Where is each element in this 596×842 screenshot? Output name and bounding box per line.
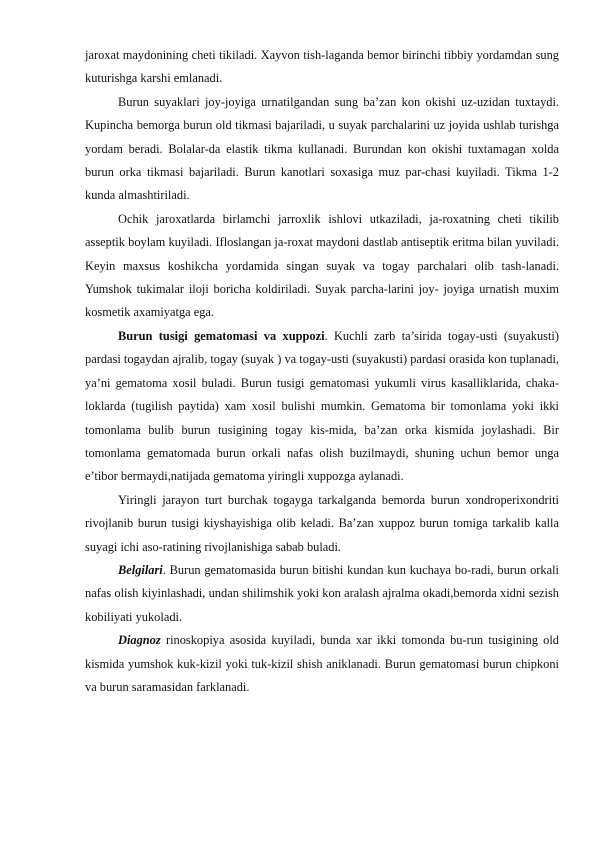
- paragraph-1: [85, 44, 559, 91]
- section-heading-gematoma: Burun tusigi gematomasi va xuppozi: [118, 328, 325, 343]
- paragraph-text: jaroxat maydonining cheti tikiladi. Xayvon tish-laganda bemor birinchi tibbiy yordamdan sung kuturishga karshi emlanadi.: [85, 48, 559, 86]
- paragraph-text: Ochik jaroxatlarda birlamchi jarroxlik ishlovi utkaziladi, ja-roxatning cheti tikilib asseptik boylam kuyiladi. Ifloslangan ja-roxat maydoni dastlab antiseptik eritma bilan yuviladi. Keyin maxsus koshikcha yordamida singan suyak va togay parchalari olib tash-lanadi. Yumshok tukimalar iloji boricha koldiriladi. Suyak parcha-larini joy- joyiga urnatish muxim kosmetik axamiyatga ega.: [85, 211, 559, 320]
- paragraph-3: [85, 208, 559, 325]
- paragraph-6: [85, 559, 559, 629]
- section-heading-belgilari: Belgilari: [118, 562, 163, 577]
- paragraph-text: Burun suyaklari joy-joyiga urnatilgandan sung ba’zan kon okishi uz-uzidan tuxtaydi. Kupincha bemorga burun old tikmasi bajariladi, u suyak parchalarini uz joyida ushlab turishga yordam beradi. Bolalar-da elastik tikma kullanadi. Burundan kon okishi tuxtamagan xolda burun orka tikmasi bajariladi. Burun kanotlari soxasiga muz par-chasi kuyiladi. Tikma 1-2 kunda almashtiriladi.: [85, 94, 559, 203]
- paragraph-2: [85, 91, 559, 208]
- section-heading-diagnoz: Diagnoz: [118, 633, 161, 648]
- paragraph-text: . Burun gematomasida burun bitishi kundan kun kuchaya bo-radi, burun orkali nafas olish kiyinlashadi, undan shilimshik yoki kon aralash ajralma okadi,bemorda xidni sezish kobiliyati yukoladi.: [85, 562, 559, 624]
- paragraph-4: [85, 325, 559, 489]
- paragraph-5: [85, 489, 559, 559]
- paragraph-text: Yiringli jarayon turt burchak togayga tarkalganda bemorda burun xondroperixondriti rivojlanib burun tusigi kiyshayishiga olib keladi. Ba’zan xuppoz burun tomiga tarkalib kalla suyagi ichi aso-ratining rivojlanishiga sabab buladi.: [85, 492, 559, 554]
- document-page: [85, 44, 559, 699]
- paragraph-text: rinoskopiya asosida kuyiladi, bunda xar ikki tomonda bu-run tusigining old kismida yumshok kuk-kizil yoki tuk-kizil shish aniklanadi. Burun gematomasi burun chipkoni va burun saramasidan farklanadi.: [85, 633, 559, 694]
- paragraph-7: [85, 629, 559, 699]
- paragraph-text: . Kuchli zarb ta’sirida togay-usti (suyakusti) pardasi togaydan ajralib, togay (suyak ) va togay-usti (suyakusti) pardasi orasida kon tuplanadi, ya’ni gematoma xosil buladi. Burun tusigi gematomasi yukumli virus kasalliklarida, chaka-loklarda (tugilish paytida) xam xosil bulishi mumkin. Gematoma bir tomonlama yoki ikki tomonlama bulib burun tusigining togay kis-mida, ba’zan orka kismida joylashadi. Bir tomonlama gematomada burun orkali nafas olish buzilmaydi, shuning uchun bemor unga e’tibor bermaydi,natijada gematoma yiringli xuppozga aylanadi.: [85, 328, 559, 484]
